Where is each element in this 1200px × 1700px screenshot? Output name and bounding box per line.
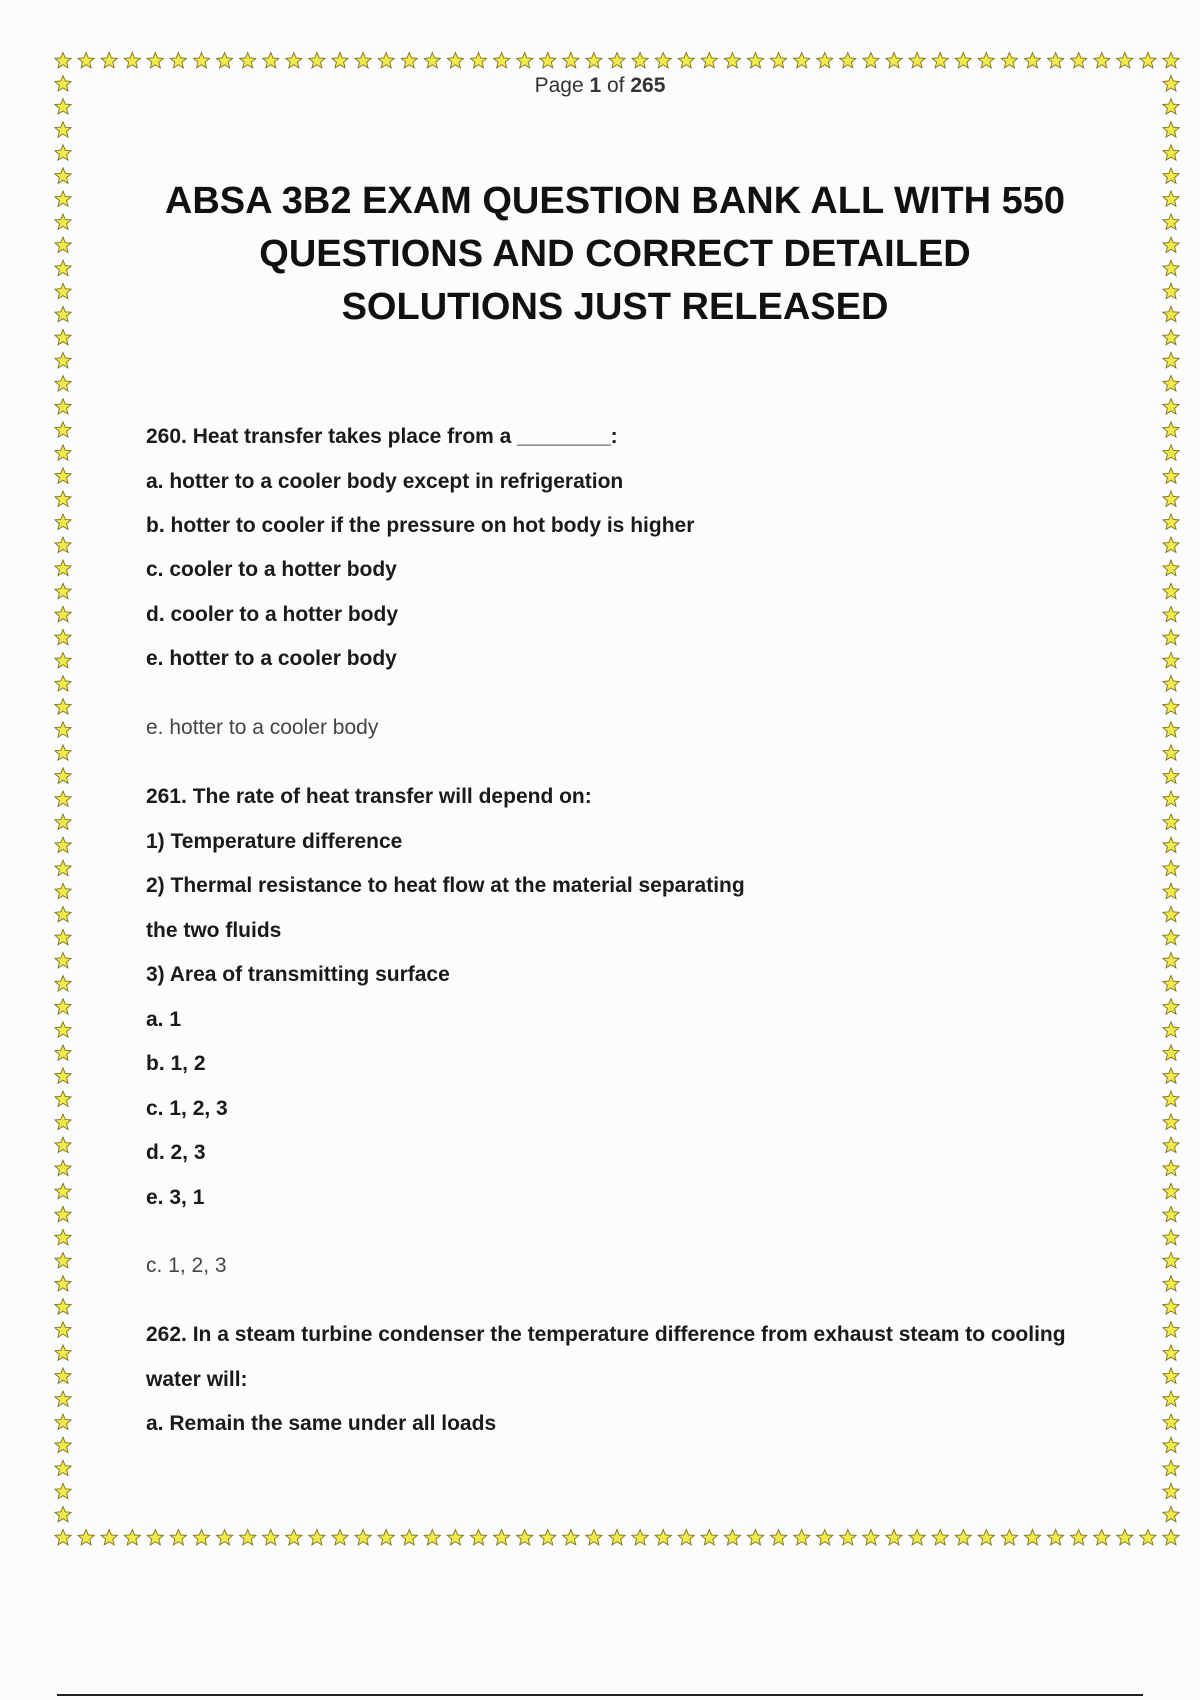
star-icon [55,1276,71,1291]
question-stem: 262. In a steam turbine condenser the temperature difference from exhaust steam to cooling [146,1323,1066,1346]
star-icon [1163,1391,1179,1406]
star-icon [55,583,71,598]
star-icon [55,1114,71,1129]
star-icon [55,537,71,552]
star-icon [55,260,71,275]
star-icon [55,1091,71,1106]
star-icon [1163,1253,1179,1268]
star-icon [932,53,948,68]
star-icon [678,53,694,68]
star-icon [1163,653,1179,668]
star-icon [55,1530,71,1545]
star-icon [1163,168,1179,183]
star-icon [55,1414,71,1429]
answer-option: d. 2, 3 [146,1141,206,1164]
star-icon [424,1530,440,1545]
star-icon [286,53,302,68]
star-icon [1163,1483,1179,1498]
star-icon [332,1530,348,1545]
star-icon [863,53,879,68]
star-icon [701,53,717,68]
star-icon [886,53,902,68]
star-icon [309,53,325,68]
star-icon [1163,445,1179,460]
star-icon [747,53,763,68]
star-icon [1024,1530,1040,1545]
star-icon [55,122,71,137]
star-icon [794,53,810,68]
star-icon [401,53,417,68]
star-icon [1163,145,1179,160]
star-icon [55,630,71,645]
star-icon [355,1530,371,1545]
star-icon [55,745,71,760]
question-stem: 2) Thermal resistance to heat flow at the material separating [146,874,745,897]
star-icon [55,514,71,529]
star-icon [1071,1530,1087,1545]
star-icon [55,1460,71,1475]
star-icon [55,883,71,898]
star-icon [170,1530,186,1545]
answer-option: b. hotter to cooler if the pressure on hot body is higher [146,514,695,537]
star-icon [55,768,71,783]
star-icon [55,1206,71,1221]
star-icon [863,1530,879,1545]
answer-option: a. 1 [146,1008,182,1031]
star-icon [55,999,71,1014]
star-icon [55,1137,71,1152]
star-icon [470,1530,486,1545]
star-icon [332,53,348,68]
star-icon [55,329,71,344]
star-icon [817,1530,833,1545]
star-icon [78,1530,94,1545]
star-icon [1163,353,1179,368]
star-icon [1163,837,1179,852]
star-icon [1163,537,1179,552]
star-icon [55,722,71,737]
star-icon [55,1253,71,1268]
star-icon [586,1530,602,1545]
star-icon [540,53,556,68]
star-icon [817,53,833,68]
star-icon [678,1530,694,1545]
star-icon [55,837,71,852]
star-icon [1163,191,1179,206]
star-icon [193,53,209,68]
star-icon [55,1368,71,1383]
star-icon [286,1530,302,1545]
star-icon [1163,1299,1179,1314]
star-icon [1163,906,1179,921]
star-icon [55,491,71,506]
star-icon [55,468,71,483]
answer-option: e. 3, 1 [146,1186,205,1209]
star-icon [55,283,71,298]
star-icon [55,53,71,68]
star-icon [1163,883,1179,898]
star-icon [1001,1530,1017,1545]
star-icon [101,53,117,68]
star-icon [1163,1368,1179,1383]
star-icon [1163,1345,1179,1360]
star-icon [1117,1530,1133,1545]
star-icon [55,1230,71,1245]
star-icon [1163,606,1179,621]
star-icon [1163,1230,1179,1245]
star-icon [378,53,394,68]
answer-option: d. cooler to a hotter body [146,603,399,626]
star-icon [263,1530,279,1545]
star-icon [1163,1091,1179,1106]
star-icon [724,1530,740,1545]
star-icon [886,1530,902,1545]
star-icon [586,53,602,68]
star-icon [1163,676,1179,691]
star-icon [217,53,233,68]
star-icon [55,214,71,229]
star-icon [747,1530,763,1545]
star-icon [1163,1437,1179,1452]
star-icon [240,1530,256,1545]
star-icon [55,422,71,437]
star-icon [55,1068,71,1083]
star-icon [1163,953,1179,968]
star-icon [1094,1530,1110,1545]
star-icon [1163,999,1179,1014]
answer-option: a. hotter to a cooler body except in refrigeration [146,470,624,493]
star-icon [932,1530,948,1545]
star-icon [1117,53,1133,68]
answer-option: e. hotter to a cooler body [146,647,397,670]
star-icon [355,53,371,68]
correct-answer: e. hotter to a cooler body [146,716,379,739]
question-stem: water will: [146,1368,248,1391]
star-icon [309,1530,325,1545]
star-icon [470,53,486,68]
question-stem: 260. Heat transfer takes place from a ________: [146,425,618,448]
star-icon [1140,1530,1156,1545]
star-icon [55,676,71,691]
star-icon [978,1530,994,1545]
star-icon [1163,491,1179,506]
star-icon [217,1530,233,1545]
star-icon [655,53,671,68]
star-icon [1163,399,1179,414]
star-icon [55,99,71,114]
star-icon [1163,122,1179,137]
star-icon [1163,1137,1179,1152]
star-icon [609,1530,625,1545]
star-icon [55,560,71,575]
answer-option: a. Remain the same under all loads [146,1412,497,1435]
question-stem: 1) Temperature difference [146,830,403,853]
star-icon [1163,514,1179,529]
star-icon [909,53,925,68]
star-icon [1163,722,1179,737]
star-icon [1163,1276,1179,1291]
star-icon [540,1530,556,1545]
star-icon [263,53,279,68]
star-icon [55,1437,71,1452]
star-icon [55,1391,71,1406]
star-icon [55,376,71,391]
star-icon [1163,1045,1179,1060]
star-icon [55,953,71,968]
page-number: Page 1 of 265 [534,74,666,97]
star-icon [1163,1160,1179,1175]
star-icon [55,1045,71,1060]
star-icon [193,1530,209,1545]
star-icon [55,237,71,252]
star-icon [55,814,71,829]
star-icon [170,53,186,68]
star-icon [955,53,971,68]
star-icon [1163,306,1179,321]
star-icon [909,1530,925,1545]
star-icon [55,906,71,921]
star-icon [147,53,163,68]
star-icon [1163,329,1179,344]
star-icon [55,399,71,414]
star-icon [1163,976,1179,991]
star-icon [424,53,440,68]
question-stem: the two fluids [146,919,282,942]
footer-rule [57,1694,1143,1696]
star-icon [124,1530,140,1545]
star-icon [240,53,256,68]
star-icon [55,1506,71,1521]
star-icon [978,53,994,68]
star-icon [55,1483,71,1498]
star-icon [55,145,71,160]
star-icon [1163,237,1179,252]
star-icon [1163,745,1179,760]
star-icon [55,445,71,460]
star-icon [1163,630,1179,645]
star-icon [1163,860,1179,875]
star-icon [1163,814,1179,829]
star-icon [1163,260,1179,275]
star-icon [1163,1114,1179,1129]
star-icon [1163,1414,1179,1429]
star-icon [78,53,94,68]
star-icon [1163,99,1179,114]
star-icon [517,1530,533,1545]
star-icon [447,1530,463,1545]
star-icon [1163,53,1179,68]
star-icon [1140,53,1156,68]
star-icon [55,191,71,206]
star-icon [55,860,71,875]
star-icon [563,1530,579,1545]
star-icon [1048,1530,1064,1545]
star-icon [55,653,71,668]
star-icon [701,1530,717,1545]
star-icon [1163,468,1179,483]
star-icon [1163,560,1179,575]
star-icon [55,699,71,714]
star-icon [771,1530,787,1545]
star-icon [101,1530,117,1545]
star-icon [1163,930,1179,945]
star-icon [55,1160,71,1175]
star-icon [1163,1530,1179,1545]
star-icon [55,1299,71,1314]
star-icon [55,353,71,368]
star-icon [55,791,71,806]
star-icon [147,1530,163,1545]
star-icon [55,1322,71,1337]
star-icon [1163,1506,1179,1521]
star-icon [55,306,71,321]
star-icon [494,1530,510,1545]
star-icon [609,53,625,68]
star-icon [1094,53,1110,68]
star-icon [55,1345,71,1360]
star-icon [724,53,740,68]
star-icon [794,1530,810,1545]
star-icon [1163,1322,1179,1337]
star-icon [563,53,579,68]
star-icon [771,53,787,68]
star-icon [55,168,71,183]
answer-option: b. 1, 2 [146,1052,206,1075]
star-icon [655,1530,671,1545]
star-icon [401,1530,417,1545]
star-icon [1163,1068,1179,1083]
star-icon [55,1022,71,1037]
star-icon [1163,422,1179,437]
correct-answer: c. 1, 2, 3 [146,1254,227,1277]
star-icon [494,53,510,68]
star-icon [1163,1460,1179,1475]
question-stem: 261. The rate of heat transfer will depend on: [146,785,592,808]
star-icon [378,1530,394,1545]
star-icon [1163,768,1179,783]
star-icon [55,1183,71,1198]
star-icon [447,53,463,68]
star-icon [1163,791,1179,806]
star-icon [1024,53,1040,68]
question-stem: 3) Area of transmitting surface [146,963,450,986]
star-icon [1163,283,1179,298]
star-icon [632,1530,648,1545]
star-icon [55,976,71,991]
star-icon [124,53,140,68]
star-icon [517,53,533,68]
star-icon [1163,699,1179,714]
star-icon [632,53,648,68]
document-title: ABSA 3B2 EXAM QUESTION BANK ALL WITH 550 QUESTIONS AND CORRECT DETAILED SOLUTIONS JUST RELEASED [164,180,1066,328]
star-icon [1163,1183,1179,1198]
star-icon [1048,53,1064,68]
star-icon [1163,376,1179,391]
answer-option: c. cooler to a hotter body [146,558,397,581]
star-icon [1163,583,1179,598]
star-icon [55,606,71,621]
star-icon [55,930,71,945]
star-icon [840,53,856,68]
star-icon [1163,214,1179,229]
star-icon [840,1530,856,1545]
star-icon [1071,53,1087,68]
answer-option: c. 1, 2, 3 [146,1097,228,1120]
star-icon [1163,1022,1179,1037]
star-icon [955,1530,971,1545]
star-icon [1001,53,1017,68]
star-icon [1163,1206,1179,1221]
